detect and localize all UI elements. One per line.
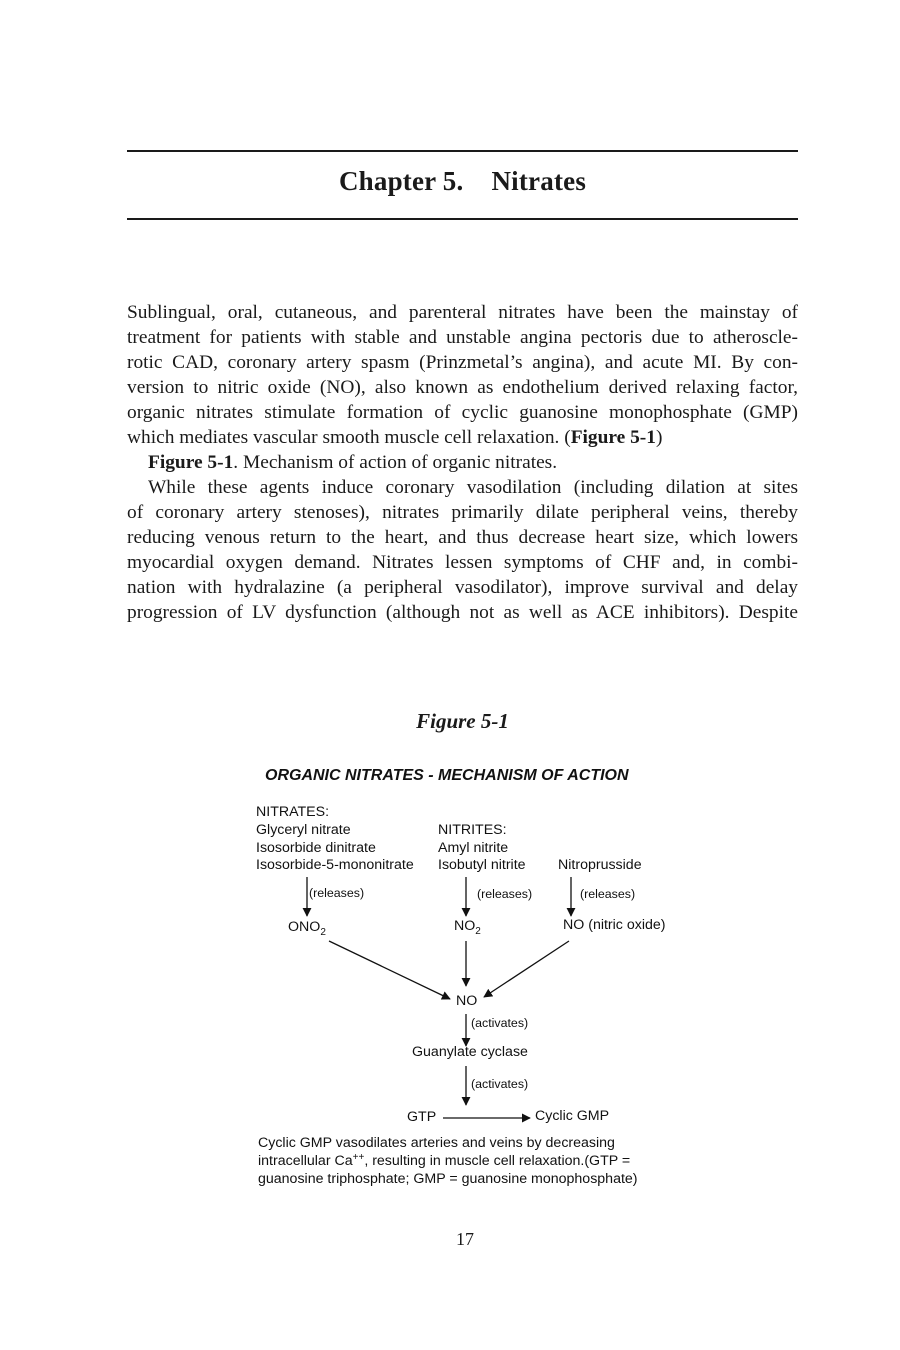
guanylate-cyclase-node: Guanylate cyclase: [412, 1044, 528, 1060]
chapter-top-rule: [127, 150, 798, 152]
text-line: Sublingual, oral, cutaneous, and parenteral nitrates have been the mainstay of: [127, 302, 798, 323]
footnote-line: guanosine triphosphate; GMP = guanosine monophosphate): [258, 1171, 638, 1187]
arrow-nitric-oxide-to-no: [484, 941, 569, 997]
text-line: of coronary artery stenoses), nitrates primarily dilate peripheral veins, thereby: [127, 502, 798, 523]
nitrates-header: NITRATES:: [256, 804, 330, 820]
nitroprusside-label: Nitroprusside: [558, 857, 642, 873]
activates-label: (activates): [471, 1077, 529, 1091]
releases-label: (releases): [580, 887, 636, 901]
nitrate-item: Glyceryl nitrate: [256, 822, 351, 838]
nitrate-item: Isosorbide dinitrate: [256, 840, 376, 856]
figure-reference: Figure 5-1: [570, 427, 656, 448]
footnote-line: intracellular Ca++, resulting in muscle cell relaxation.(GTP =: [258, 1152, 631, 1169]
cyclic-gmp-node: Cyclic GMP: [535, 1108, 610, 1124]
releases-label: (releases): [477, 887, 533, 901]
no-convergence-node: NO: [456, 993, 478, 1009]
chapter-title: Nitrates: [491, 166, 587, 196]
footnote-line: Cyclic GMP vasodilates arteries and veins by decreasing: [258, 1135, 615, 1151]
figure-reference-line: Figure 5-1. Mechanism of action of organic nitrates.: [148, 452, 558, 473]
text-line: organic nitrates stimulate formation of cyclic guanosine monophosphate (GMP): [127, 402, 798, 423]
text-line: version to nitric oxide (NO), also known as endothelium derived relaxing factor,: [127, 377, 798, 398]
nitrite-item: Isobutyl nitrite: [438, 857, 526, 873]
chapter-bottom-rule: [127, 218, 798, 220]
text-line: While these agents induce coronary vasodilation (including dilation at sites: [148, 477, 798, 498]
nitrite-item: Amyl nitrite: [438, 840, 509, 856]
text-line: treatment for patients with stable and unstable angina pectoris due to atheroscle-: [127, 327, 798, 348]
activates-label: (activates): [471, 1016, 529, 1030]
second-paragraph: [127, 475, 798, 625]
arrow-ono2-to-no: [329, 941, 450, 999]
page-number: 17: [456, 1229, 474, 1249]
text-line: nation with hydralazine (a peripheral vasodilator), improve survival and delay: [127, 577, 798, 598]
chapter-number: Chapter 5.: [338, 166, 464, 196]
text-line: which mediates vascular smooth muscle cell relaxation. (Figure 5-1): [127, 427, 663, 448]
no2-node: $NO_2$: [454, 918, 481, 937]
ono2-node: $ONO_2$: [288, 919, 326, 938]
diagram-title: ORGANIC NITRATES - MECHANISM OF ACTION: [265, 767, 629, 784]
figure-label: Figure 5-1: [148, 452, 234, 473]
gtp-node: GTP: [407, 1109, 437, 1125]
text-line: rotic CAD, coronary artery spasm (Prinzmetal’s angina), and acute MI. By con-: [127, 352, 798, 373]
nitric-oxide-node: NO (nitric oxide): [563, 917, 666, 933]
text-line: reducing venous return to the heart, and thus decrease heart size, which lowers: [127, 527, 798, 548]
figure-caption: Figure 5-1: [416, 709, 509, 733]
nitrate-item: Isosorbide-5-mononitrate: [256, 857, 414, 873]
text-line: progression of LV dysfunction (although not as well as ACE inhibitors). Despite: [127, 602, 798, 623]
intro-paragraph: [127, 300, 798, 475]
chapter-heading: [127, 166, 798, 197]
nitrites-header: NITRITES:: [438, 822, 507, 838]
text-line: myocardial oxygen demand. Nitrates lessen symptoms of CHF and, in combi-: [127, 552, 798, 573]
releases-label: (releases): [309, 886, 365, 900]
